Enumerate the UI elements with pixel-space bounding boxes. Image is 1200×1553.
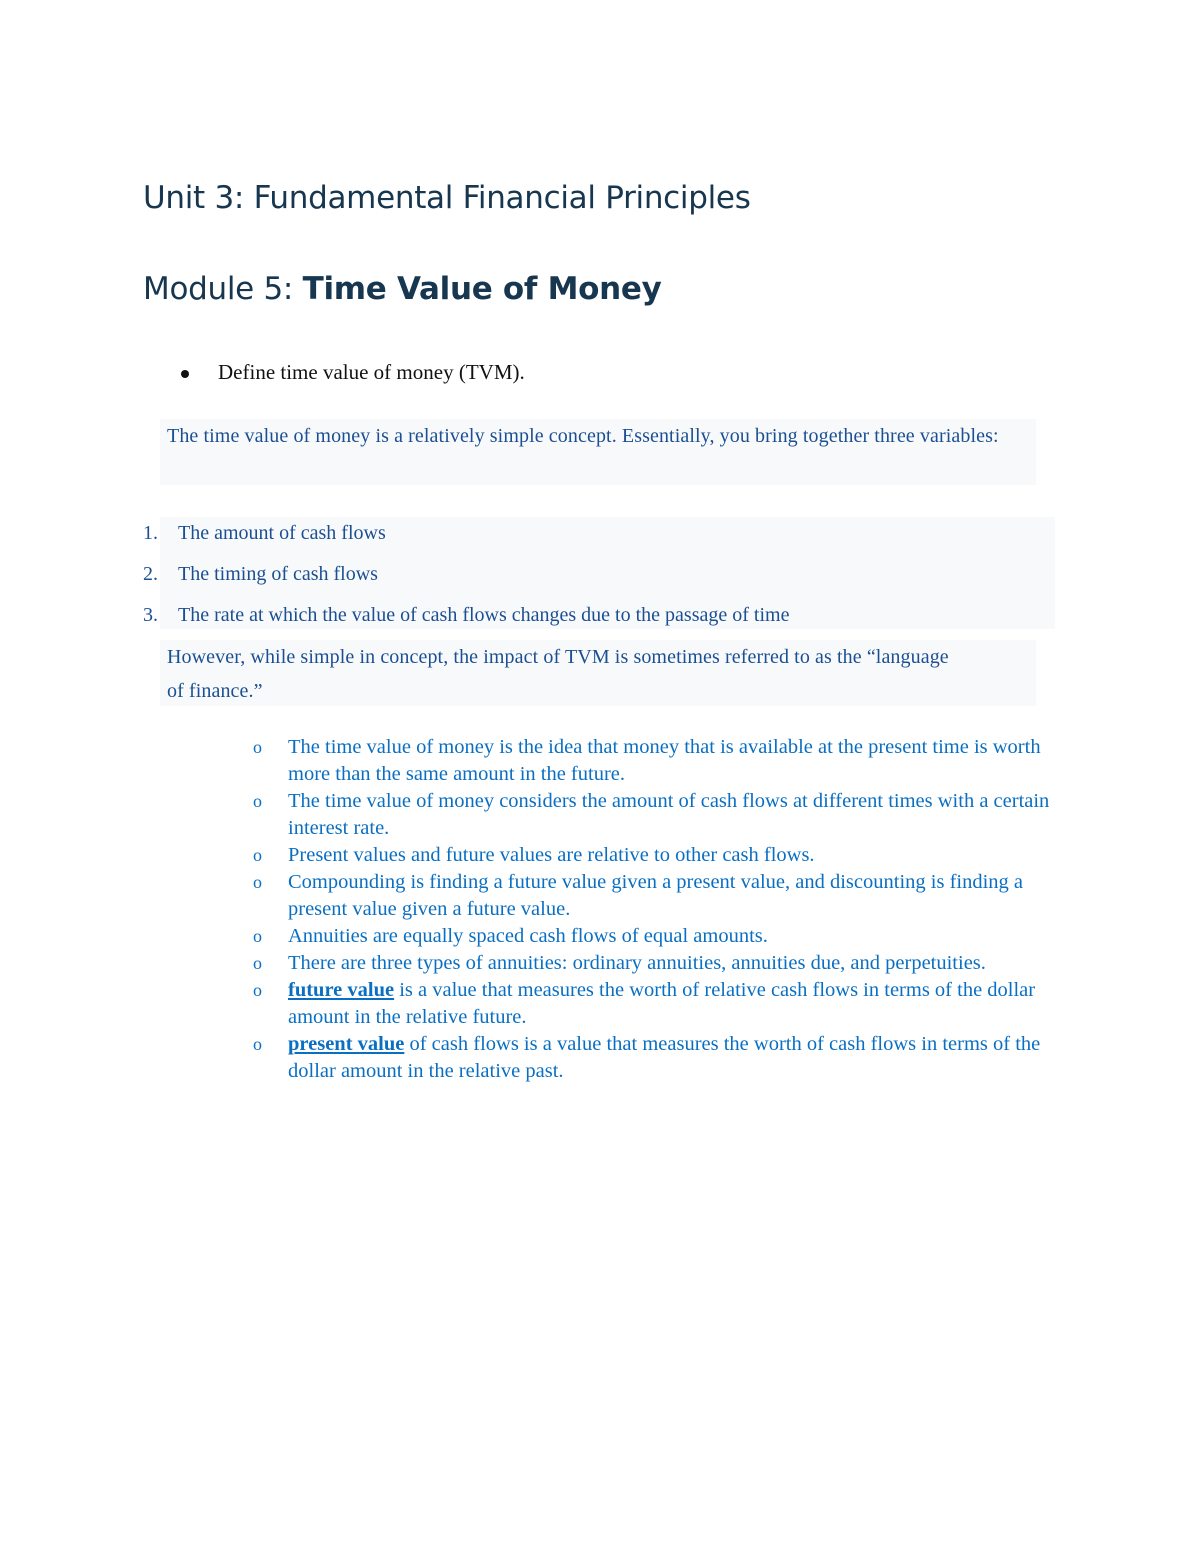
list-item-text: The time value of money considers the amount of cash flows at different times with a certain interest rate. [288,790,1050,839]
list-item [143,515,1055,556]
list-item-number: 1. [143,522,158,544]
list-item [143,597,1055,638]
list-item [250,950,1060,977]
list-item [250,788,1060,842]
definition-item-present-value [250,1031,1060,1085]
list-item [250,923,1060,950]
list-item-text: There are three types of annuities: ordinary annuities, annuities due, and perpetuities. [288,952,986,974]
intro-paragraph: The time value of money is a relatively simple concept. Essentially, you bring together three variables: [167,425,999,447]
list-item-text: The rate at which the value of cash flows changes due to the passage of time [178,604,790,626]
list-item-text: Present values and future values are relative to other cash flows. [288,844,815,866]
list-item [143,556,1055,597]
circle-bullet-icon: o [253,1034,262,1054]
circle-bullet-icon: o [253,926,262,946]
list-item [250,842,1060,869]
list-item-number: 2. [143,563,158,585]
circle-bullet-icon: o [253,953,262,973]
circle-bullet-icon: o [253,845,262,865]
list-item-text: Compounding is finding a future value given a present value, and discounting is finding a present value given a future value. [288,871,1024,920]
list-item-text: The timing of cash flows [178,563,378,585]
future-value-definition: is a value that measures the worth of relative cash flows in terms of the dollar amount in the relative future. [288,979,1036,1028]
list-item-text: The amount of cash flows [178,522,386,544]
variables-list [143,515,1055,638]
closing-paragraph: However, while simple in concept, the impact of TVM is sometimes referred to as the “language of finance.” [167,646,949,702]
module-title-emphasis: Time Value of Money [302,271,662,307]
list-item-text: Annuities are equally spaced cash flows of equal amounts. [288,925,768,947]
list-item [250,869,1060,923]
circle-bullet-icon: o [253,872,262,892]
key-points-list [250,734,1060,1085]
present-value-definition: of cash flows is a value that measures the worth of cash flows in terms of the dollar amount in the relative past. [288,1033,1041,1082]
present-value-term: present value [288,1033,405,1055]
list-item-number: 3. [143,604,158,626]
unit-title: Unit 3: Fundamental Financial Principles [143,180,751,216]
circle-bullet-icon: o [253,980,262,1000]
bullet-dot-icon [181,370,189,378]
module-title [143,271,662,307]
circle-bullet-icon: o [253,791,262,811]
objective-bullet-text: Define time value of money (TVM). [218,360,525,384]
definition-item-future-value [250,977,1060,1031]
circle-bullet-icon: o [253,737,262,757]
list-item [250,734,1060,788]
future-value-term: future value [288,979,395,1001]
module-title-prefix: Module 5: [143,271,303,307]
list-item-text: The time value of money is the idea that money that is available at the present time is worth more than the same amount in the future. [288,736,1041,785]
